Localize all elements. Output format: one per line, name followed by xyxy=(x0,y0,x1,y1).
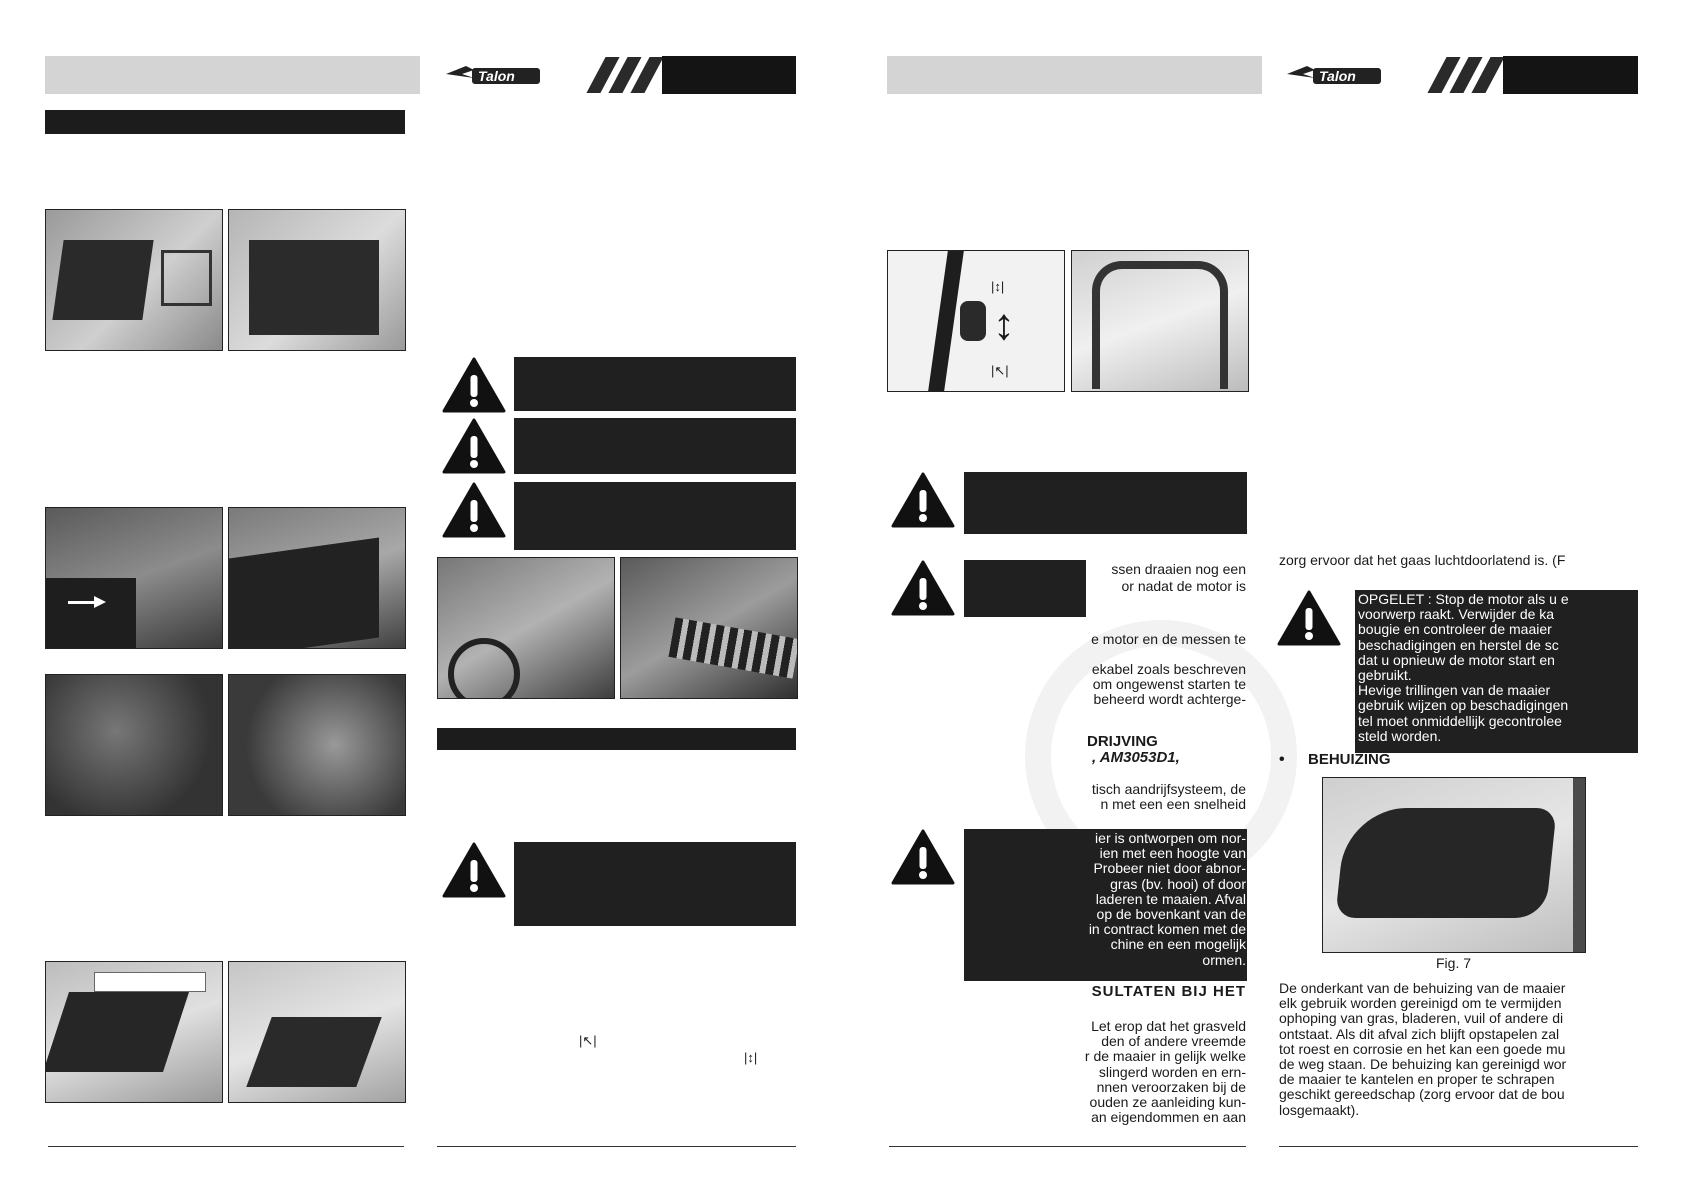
photo-handle-1 xyxy=(45,961,223,1103)
resultaten-heading: SULTATEN BIJ HET xyxy=(1091,983,1246,1000)
section-bar xyxy=(437,728,796,750)
caution-line: dat u opnieuw de motor start en xyxy=(1358,651,1555,668)
text-fragment: ormen. xyxy=(1202,951,1246,968)
warning-icon xyxy=(442,357,506,413)
photo-grass-bag-assembled xyxy=(228,209,406,351)
body-line: de weg staan. De behuizing kan gereinigd wor xyxy=(1279,1056,1567,1073)
drijving-heading: DRIJVING xyxy=(1087,733,1158,750)
photo-handle-2 xyxy=(228,961,406,1103)
body-line: ophoping van gras, bladeren, vuil of andere di xyxy=(1279,1010,1564,1027)
throttle-slow-symbol: |↖| xyxy=(991,363,1009,378)
photo-install-1 xyxy=(45,507,223,649)
text-fragment: ouden ze aanleiding kun- xyxy=(1089,1094,1246,1111)
body-line: tot roest en corrosie en het kan een goede mu xyxy=(1279,1040,1566,1057)
footer-line xyxy=(1279,1146,1638,1147)
warning-icon xyxy=(442,482,506,538)
text-fragment: an eigendommen en aan xyxy=(1091,1109,1246,1126)
photo-install-3 xyxy=(45,674,223,816)
text-block-f xyxy=(1040,1019,1246,1125)
text-fragment: e motor en de messen te xyxy=(1091,631,1246,647)
photo-housing-cover xyxy=(1322,777,1586,953)
text-fragment: slingerd worden en ern- xyxy=(1098,1063,1246,1080)
text-fragment: nnen veroorzaken bij de xyxy=(1096,1078,1246,1095)
speed-symbol-high: |↕| xyxy=(744,1050,758,1065)
text-fragment: op de bovenkant van de xyxy=(1096,906,1246,923)
warning-icon xyxy=(1277,590,1341,646)
photo-blade-2 xyxy=(620,557,798,699)
photo-handle-grip xyxy=(1071,250,1249,392)
warning-box xyxy=(514,842,796,926)
caution-line: gebruikt. xyxy=(1358,667,1412,684)
text-fragment: or nadat de motor is xyxy=(1121,578,1246,594)
caution-line: Hevige trillingen van de maaier xyxy=(1358,682,1551,699)
body-line: de maaier te kantelen en proper te schrapen xyxy=(1279,1071,1555,1088)
text-fragment: Let erop dat het grasveld xyxy=(1091,1018,1246,1034)
text-fragment: chine en een mogelijk xyxy=(1110,936,1246,953)
warning-icon xyxy=(442,842,506,898)
behuizing-heading: BEHUIZING xyxy=(1308,751,1391,768)
caution-line: steld worden. xyxy=(1358,727,1442,744)
throttle-fast-symbol: |↕| xyxy=(991,279,1005,294)
photo-install-4 xyxy=(228,674,406,816)
text-fragment: laderen te maaien. Afval xyxy=(1095,890,1246,907)
text-fragment: gras (bv. hooi) of door xyxy=(1110,875,1246,892)
warning-box xyxy=(514,482,796,550)
warning-icon xyxy=(891,829,955,885)
text-fragment: beheerd wordt achterge- xyxy=(1093,691,1246,707)
caution-text-block xyxy=(1358,592,1570,744)
footer-line xyxy=(889,1146,1246,1147)
caution-line: gebruik wijzen op beschadigingen xyxy=(1358,697,1569,714)
warning-icon xyxy=(442,418,506,474)
svg-text:Talon: Talon xyxy=(1319,68,1356,84)
caution-line: bougie en controleer de maaier xyxy=(1358,621,1552,638)
throttle-arrow-icon: ↕ xyxy=(993,300,1015,349)
photo-grass-bag-frame xyxy=(45,209,223,351)
warning-icon xyxy=(891,560,955,616)
text-fragment: in contract komen met de xyxy=(1088,921,1246,938)
header-black-right xyxy=(1503,56,1638,94)
header-band-right xyxy=(887,56,1262,94)
caution-line: beschadigingen en herstel de sc xyxy=(1358,636,1559,653)
text-fragment: r de maaier in gelijk welke xyxy=(1084,1048,1246,1065)
model-line: , AM3053D1, xyxy=(1092,749,1180,766)
svg-text:Talon: Talon xyxy=(478,68,515,84)
photo-install-2 xyxy=(228,507,406,649)
body-line: ontstaat. Als dit afval zich blijft opstapelen zal xyxy=(1279,1025,1560,1042)
warning-box xyxy=(964,472,1247,534)
photo-blade-1 xyxy=(437,557,615,699)
header-black-left xyxy=(662,56,796,94)
body-line: geschikt gereedschap (zorg ervoor dat de bou xyxy=(1279,1086,1565,1103)
photo-throttle-lever xyxy=(887,250,1065,392)
warning-text-block xyxy=(1080,831,1246,968)
intro-line: zorg ervoor dat het gaas luchtdoorlatend is. (F xyxy=(1279,552,1566,568)
body-line: De onderkant van de behuizing van de maaier xyxy=(1279,980,1566,996)
header-band-left xyxy=(45,56,420,94)
warning-box xyxy=(514,418,796,474)
text-fragment: den of andere vreemde xyxy=(1101,1033,1246,1050)
speed-symbol-low: |↖| xyxy=(579,1033,597,1048)
talon-logo-right xyxy=(1285,60,1385,88)
talon-logo-left xyxy=(444,60,544,88)
warning-box xyxy=(964,560,1086,617)
bullet: • xyxy=(1279,751,1285,768)
text-fragment: Probeer niet door abnor- xyxy=(1093,860,1246,877)
text-fragment: ier is ontworpen om nor- xyxy=(1095,830,1246,846)
fig-caption: Fig. 7 xyxy=(1436,955,1472,971)
warning-box xyxy=(514,357,796,411)
text-fragment: ekabel zoals beschreven xyxy=(1091,661,1246,677)
footer-line xyxy=(48,1146,404,1147)
body-text xyxy=(1279,981,1639,1118)
caution-line: voorwerp raakt. Verwijder de ka xyxy=(1358,606,1555,623)
warning-icon xyxy=(891,472,955,528)
text-fragment: om ongewenst starten te xyxy=(1092,676,1246,692)
text-fragment: ssen draaien nog een xyxy=(1111,561,1246,577)
caution-line: OPGELET : Stop de motor als u e xyxy=(1358,592,1569,607)
footer-line xyxy=(437,1146,796,1147)
text-fragment: ien met een hoogte van xyxy=(1099,845,1246,862)
body-line: losgemaakt). xyxy=(1279,1101,1360,1118)
text-fragment: tisch aandrijfsysteem, de xyxy=(1091,781,1246,797)
body-line: elk gebruik worden gereinigd om te vermijden xyxy=(1279,995,1562,1012)
text-fragment: n met een een snelheid xyxy=(1100,796,1246,812)
caution-line: tel moet onmiddellijk gecontrolee xyxy=(1358,712,1562,729)
section-bar xyxy=(45,110,405,134)
